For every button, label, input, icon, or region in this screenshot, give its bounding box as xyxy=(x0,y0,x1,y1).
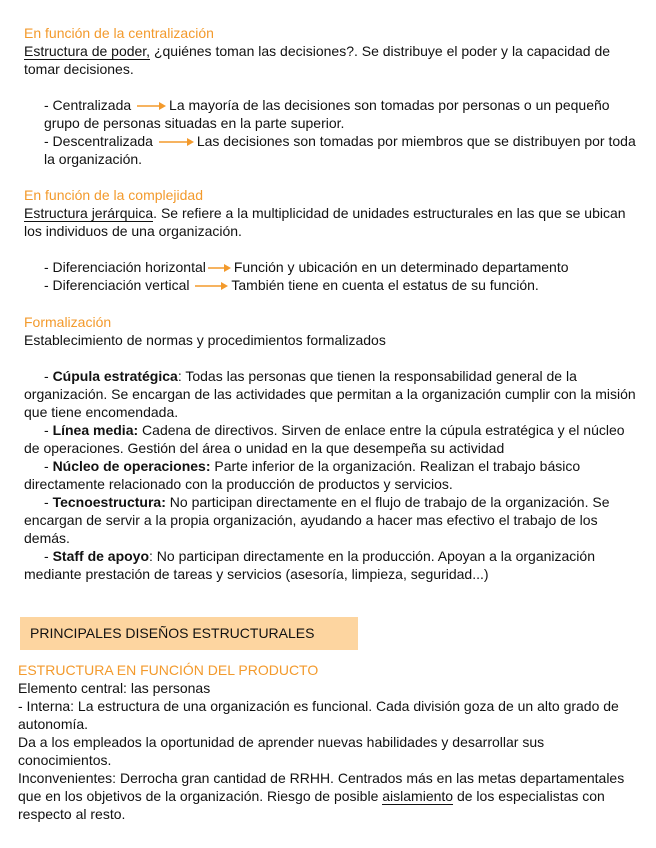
arrow-right-icon xyxy=(195,281,229,291)
item-label: - Diferenciación vertical xyxy=(44,277,190,293)
list-item xyxy=(24,258,644,276)
list-item xyxy=(24,547,644,583)
arrow-right-icon xyxy=(137,101,167,111)
item-term: Línea media: xyxy=(52,422,139,438)
paragraph: Da a los empleados la oportunidad de aprender nuevas habilidades y desarrollar sus conocimientos. xyxy=(18,734,545,768)
term: Estructura de poder, xyxy=(24,43,151,59)
section-heading: ESTRUCTURA EN FUNCIÓN DEL PRODUCTO xyxy=(18,662,319,678)
term: aislamiento xyxy=(382,788,454,804)
arrow-right-icon xyxy=(208,263,232,273)
section-intro xyxy=(24,204,644,240)
paragraph-text: de los especialistas con respecto al resto. xyxy=(18,788,605,822)
section-intro xyxy=(24,42,644,78)
item-dash: - xyxy=(44,368,53,384)
item-text: Función y ubicación en un determinado departamento xyxy=(233,259,569,275)
item-dash: - xyxy=(44,458,53,474)
section-heading: Formalización xyxy=(24,314,112,330)
item-sep: : xyxy=(149,548,153,564)
section-heading: En función de la complejidad xyxy=(24,187,204,203)
list-item xyxy=(24,421,644,457)
item-text: No participan directamente en la producción. Apoyan a la organización mediante prestación de tareas y servicios (asesoría, limpieza, seguridad...) xyxy=(24,548,595,582)
item-label: - Diferenciación horizontal xyxy=(44,259,206,275)
item-text: También tiene en cuenta el estatus de su función. xyxy=(231,277,539,293)
section-intro: Establecimiento de normas y procedimientos formalizados xyxy=(24,332,386,348)
item-label: - Descentralizada xyxy=(44,133,153,149)
item-term: Núcleo de operaciones: xyxy=(52,458,211,474)
term: Estructura jerárquica xyxy=(24,205,154,221)
item-term: Tecnoestructura: xyxy=(52,494,166,510)
item-label: - Centralizada xyxy=(44,97,132,113)
list-item xyxy=(24,493,644,547)
item-text: Cadena de directivos. Sirven de enlace entre la cúpula estratégica y el núcleo de operaciones. Gestión del área o unidad en la que desempeña su actividad xyxy=(24,422,625,456)
paragraph xyxy=(18,769,638,823)
list-item xyxy=(24,132,644,168)
item-text: Las decisiones son tomadas por miembros que se distribuyen por toda la organización. xyxy=(44,133,636,167)
item-text: La mayoría de las decisiones son tomadas por personas o un pequeño grupo de personas situadas en la parte superior. xyxy=(44,97,610,131)
item-text: Todas las personas que tienen la responsabilidad general de la organización. Se encargan de las actividades que permitan a la organización cumplir con la misión que tiene encomendada. xyxy=(24,368,636,420)
section-centralizacion xyxy=(24,24,644,168)
intro-text: ¿quiénes toman las decisiones?. Se distribuye el poder y la capacidad de tomar decisiones. xyxy=(24,43,611,77)
section-heading: En función de la centralización xyxy=(24,25,214,41)
paragraph: - Interna: La estructura de una organización es funcional. Cada división goza de un alto grado de autonomía. xyxy=(18,698,619,732)
section-producto xyxy=(18,661,638,823)
list-item xyxy=(24,96,644,132)
section-complejidad xyxy=(24,186,644,294)
item-sep: : xyxy=(177,368,182,384)
intro-text: . Se refiere a la multiplicidad de unidades estructurales en las que se ubican los individuos de una organización. xyxy=(24,205,626,239)
arrow-right-icon xyxy=(159,137,195,147)
list-item xyxy=(24,276,644,294)
item-term: Staff de apoyo xyxy=(52,548,150,564)
section-formalizacion xyxy=(24,313,644,583)
item-dash: - xyxy=(44,494,53,510)
paragraph-text: Inconvenientes: Derrocha gran cantidad de RRHH. Centrados más en las metas departamentales que en los objetivos de la organización. Riesgo de posible xyxy=(18,770,625,804)
item-text: Parte inferior de la organización. Realizan el trabajo básico directamente relacionado con la producción de productos y servicios. xyxy=(24,458,581,492)
section-banner: PRINCIPALES DISEÑOS ESTRUCTURALES xyxy=(20,617,358,650)
list-item xyxy=(24,457,644,493)
item-dash: - xyxy=(44,548,53,564)
paragraph: Elemento central: las personas xyxy=(18,680,211,696)
item-text: No participan directamente en el flujo de trabajo de la organización. Se encargan de servir a la propia organización, ayudando a hacer mas efectivo el trabajo de los demás. xyxy=(24,494,610,546)
item-term: Cúpula estratégica xyxy=(52,368,178,384)
list-item xyxy=(24,367,644,421)
item-dash: - xyxy=(44,422,53,438)
